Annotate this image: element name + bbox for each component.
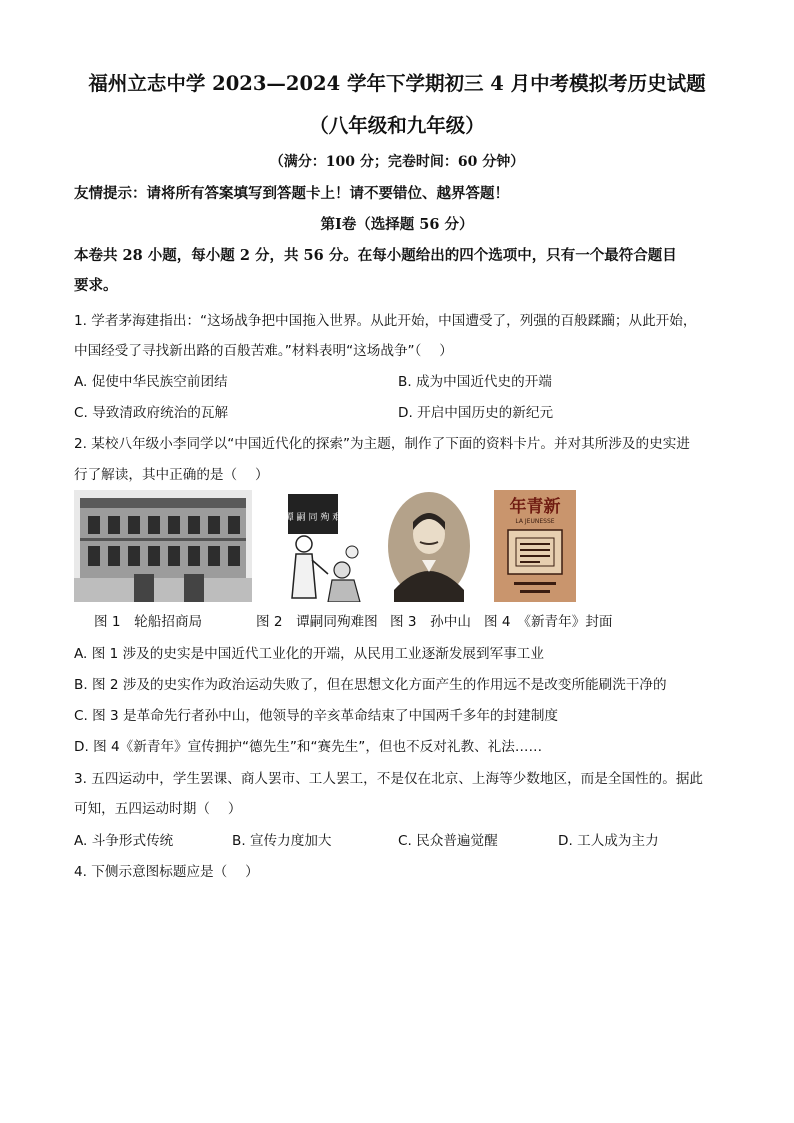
q4-stem-line1: 4. 下侧示意图标题应是（ ） — [74, 864, 259, 880]
q2-option-a: A. 图 1 涉及的史实是中国近代工业化的开端，从民用工业逐渐发展到军事工业 — [74, 646, 544, 662]
q1-option-b: B. 成为中国近代史的开端 — [398, 374, 552, 390]
q3-stem-line2: 可知，五四运动时期（ ） — [74, 801, 242, 817]
q3-option-c: C. 民众普遍觉醒 — [398, 833, 498, 849]
exam-info: （满分：100 分；完卷时间：60 分钟） — [269, 154, 525, 170]
figure-2-martyr-image — [276, 490, 364, 602]
q1-option-a: A. 促使中华民族空前团结 — [74, 374, 228, 390]
figure-4-caption: 图 4 《新青年》封面 — [484, 614, 613, 630]
exam-grade: （八年级和九年级） — [309, 114, 485, 137]
figure-2-caption: 图 2 谭嗣同殉难图 — [256, 614, 378, 630]
q1-option-d: D. 开启中国历史的新纪元 — [398, 405, 554, 421]
section-instruction-line2: 要求。 — [74, 277, 118, 294]
friendly-tip: 友情提示：请将所有答案填写到答题卡上！请不要错位、越界答题！ — [74, 185, 509, 202]
q3-option-d: D. 工人成为主力 — [558, 833, 659, 849]
section-instruction-line1: 本卷共 28 小题，每小题 2 分，共 56 分。在每小题给出的四个选项中，只有一个最符合题目 — [74, 247, 677, 264]
figure-3-portrait-image — [386, 490, 472, 602]
figure-2-inscription: 谭 嗣 同 殉 难 — [284, 513, 342, 523]
q3-option-a: A. 斗争形式传统 — [74, 833, 174, 849]
figure-1-building-image — [74, 490, 252, 602]
figure-1-caption: 图 1 轮船招商局 — [94, 614, 203, 630]
q2-option-c: C. 图 3 是革命先行者孙中山，他领导的辛亥革命结束了中国两千多年的封建制度 — [74, 708, 559, 724]
section-title: 第Ⅰ卷（选择题 56 分） — [320, 216, 474, 233]
figure-4-magazine-cover — [494, 490, 576, 602]
figure-3-caption: 图 3 孙中山 — [390, 614, 471, 630]
q1-stem-line1: 1. 学者茅海建指出：“这场战争把中国拖入世界。从此开始，中国遭受了，列强的百般蹂躏；从此开始， — [74, 313, 697, 329]
q1-option-c: C. 导致清政府统治的瓦解 — [74, 405, 229, 421]
q2-option-d: D. 图 4《新青年》宣传拥护“德先生”和“赛先生”，但也不反对礼教、礼法…… — [74, 739, 543, 755]
q2-option-b: B. 图 2 涉及的史实作为政治运动失败了，但在思想文化方面产生的作用远不是改变所能刷洗干净的 — [74, 677, 667, 693]
figure-4-cover-subtitle: LA JEUNESSE — [515, 518, 555, 525]
q2-stem-line1: 2. 某校八年级小李同学以“中国近代化的探索”为主题，制作了下面的资料卡片。并对其所涉及的史实进 — [74, 436, 690, 452]
figure-4-cover-title: 年青新 — [509, 497, 561, 517]
q2-stem-line2: 行了解读，其中正确的是（ ） — [74, 467, 269, 483]
q1-stem-line2: 中国经受了寻找新出路的百般苦难。”材料表明“这场战争”（ ） — [74, 343, 453, 359]
q3-option-b: B. 宣传力度加大 — [232, 833, 332, 849]
exam-title: 福州立志中学 2023—2024 学年下学期初三 4 月中考模拟考历史试题 — [88, 72, 706, 95]
q3-stem-line1: 3. 五四运动中，学生罢课、商人罢市、工人罢工，不是仅在北京、上海等少数地区，而是全国性的。据此 — [74, 771, 704, 787]
